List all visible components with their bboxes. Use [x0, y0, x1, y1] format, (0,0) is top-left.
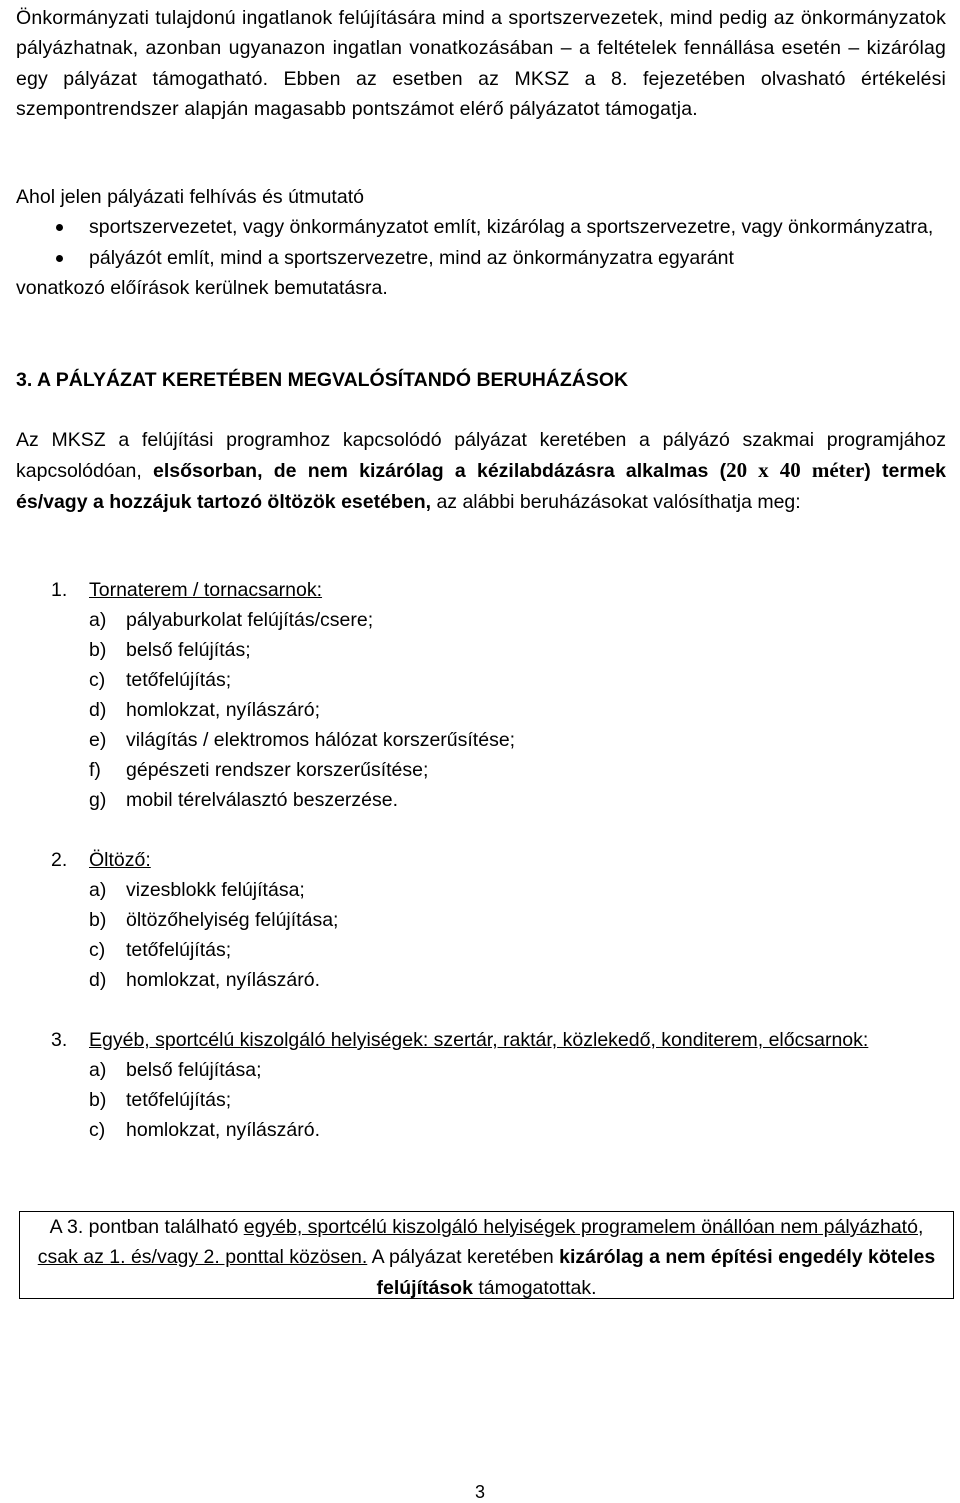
list-item: b) tetőfelújítás;: [89, 1089, 232, 1111]
list-item: c) tetőfelújítás;: [89, 669, 232, 691]
list-item: f) gépészeti rendszer korszerűsítése;: [89, 759, 429, 781]
section-heading: 3. A PÁLYÁZAT KERETÉBEN MEGVALÓSÍTANDÓ BERUHÁZÁSOK: [16, 369, 629, 391]
definitions-outro: vonatkozó előírások kerülnek bemutatásra.: [16, 276, 388, 299]
list-item: c) tetőfelújítás;: [89, 939, 232, 961]
list-number: 1.: [51, 579, 68, 601]
list-item: d) homlokzat, nyílászáró;: [89, 699, 321, 721]
paragraph-ownership: Önkormányzati tulajdonú ingatlanok felújítására mind a sportszervezetek, mind pedig az önkormányzatok pályázhatnak, azonban ugyanazon ingatlan vonatkozásában – a feltételek fennállása esetén – kizárólag egy pályázat támogatható. Ebben az esetben az MKSZ a 8. fejezetében olvasható értékelési szempontrendszer alapján magasabb pontszámot elérő pályázatot támogatja.: [16, 7, 946, 120]
list-item: pályázót említ, mind a sportszervezetre, mind az önkormányzatra egyaránt: [16, 243, 946, 273]
list-item: sportszervezetet, vagy önkormányzatot említ, kizárólag a sportszervezetre, vagy önkormányzatra,: [16, 212, 946, 242]
list-item: a) vizesblokk felújítása;: [89, 879, 305, 901]
list-item: a) belső felújítása;: [89, 1059, 262, 1081]
list-gym: [16, 575, 946, 815]
list-locker-room: [16, 845, 946, 995]
list-title: Egyéb, sportcélú kiszolgáló helyiségek: szertár, raktár, közlekedő, konditerem, előcsarnok:: [89, 1029, 869, 1051]
list-item: g) mobil térelválasztó beszerzése.: [89, 789, 399, 811]
paragraph-definitions: [16, 182, 946, 303]
list-item: c) homlokzat, nyílászáró.: [89, 1119, 321, 1141]
paragraph-investments: Az MKSZ a felújítási programhoz kapcsolódó pályázat keretében a pályázó szakmai programjához kapcsolódóan, elsősorban, de nem kizárólag a kézilabdázásra alkalmas (20 x 40 méter) termek és/vagy a hozzájuk tartozó öltözök esetében, az alábbi beruházásokat valósíthatja meg:: [16, 429, 947, 513]
page-number: 3: [474, 1482, 485, 1502]
notice-box: A 3. pontban található egyéb, sportcélú kiszolgáló helyiségek programelem önállóan nem pályázható, csak az 1. és/vagy 2. ponttal közösen. A pályázat keretében kizárólag a nem építési engedély köteles felújítások támogatottak.: [19, 1211, 954, 1299]
list-item: e) világítás / elektromos hálózat korszerűsítése;: [89, 729, 516, 751]
list-item: d) homlokzat, nyílászáró.: [89, 969, 321, 991]
list-item: b) öltözőhelyiség felújítása;: [89, 909, 339, 931]
definitions-bullet-list: [16, 212, 946, 273]
list-title: Tornaterem / tornacsarnok:: [89, 579, 323, 601]
list-title: Öltöző:: [89, 849, 151, 871]
bullet-icon: [56, 255, 63, 262]
list-other-rooms: [16, 1025, 946, 1145]
list-item: a) pályaburkolat felújítás/csere;: [89, 609, 374, 631]
list-item: b) belső felújítás;: [89, 639, 251, 661]
bullet-icon: [56, 224, 63, 231]
list-number: 3.: [51, 1029, 68, 1051]
list-number: 2.: [51, 849, 68, 871]
definitions-intro: Ahol jelen pályázati felhívás és útmutató: [16, 186, 364, 208]
